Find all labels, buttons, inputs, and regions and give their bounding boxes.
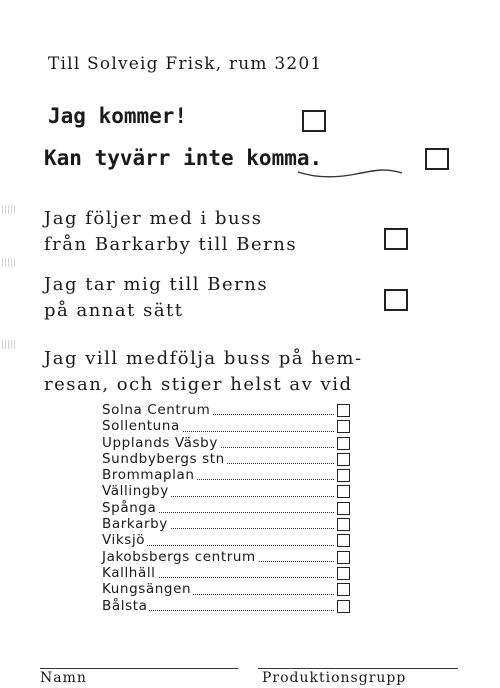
stop-item: Bålsta bbox=[102, 598, 362, 614]
stop-checkbox[interactable] bbox=[337, 502, 350, 515]
stop-checkbox[interactable] bbox=[337, 567, 350, 580]
stop-item: Jakobsbergs centrum bbox=[102, 549, 362, 565]
stop-item: Kungsängen bbox=[102, 581, 362, 597]
stop-item: Solna Centrum bbox=[102, 402, 362, 418]
not-coming-checkbox[interactable] bbox=[425, 148, 449, 170]
stop-item: Kallhäll bbox=[102, 565, 362, 581]
stop-checkbox[interactable] bbox=[337, 600, 350, 613]
bus-option bbox=[44, 206, 297, 258]
group-label: Produktionsgrupp bbox=[262, 670, 407, 686]
stop-list bbox=[102, 402, 362, 614]
stop-item: Barkarby bbox=[102, 516, 362, 532]
return-trip-heading bbox=[44, 346, 363, 398]
stop-checkbox[interactable] bbox=[337, 469, 350, 482]
return-trip-line1: Jag vill medfölja buss på hem- bbox=[44, 348, 363, 369]
stop-checkbox[interactable] bbox=[337, 534, 350, 547]
stop-checkbox[interactable] bbox=[337, 453, 350, 466]
coming-checkbox[interactable] bbox=[302, 110, 326, 132]
recipient-line: Till Solveig Frisk, rum 3201 bbox=[48, 54, 323, 74]
bus-option-line1: Jag följer med i buss bbox=[44, 208, 263, 229]
stop-item: Viksjö bbox=[102, 532, 362, 548]
group-signature-line[interactable] bbox=[258, 668, 458, 669]
stop-checkbox[interactable] bbox=[337, 583, 350, 596]
stop-item: Spånga bbox=[102, 500, 362, 516]
stop-item: Sundbybergs stn bbox=[102, 451, 362, 467]
name-signature-line[interactable] bbox=[40, 668, 238, 669]
stop-checkbox[interactable] bbox=[337, 485, 350, 498]
return-trip-line2: resan, och stiger helst av vid bbox=[44, 374, 353, 395]
stop-checkbox[interactable] bbox=[337, 404, 350, 417]
other-option-line2: på annat sätt bbox=[44, 300, 184, 321]
stop-checkbox[interactable] bbox=[337, 420, 350, 433]
binder-hole-mark bbox=[2, 340, 16, 349]
stop-checkbox[interactable] bbox=[337, 437, 350, 450]
binder-hole-mark bbox=[2, 258, 16, 267]
stop-item: Sollentuna bbox=[102, 418, 362, 434]
stop-item: Upplands Väsby bbox=[102, 435, 362, 451]
not-coming-label: Kan tyvärr inte komma. bbox=[44, 146, 323, 170]
underline-scribble bbox=[296, 164, 404, 180]
coming-label: Jag kommer! bbox=[48, 104, 188, 128]
bus-option-line2: från Barkarby till Berns bbox=[44, 234, 298, 255]
stop-item: Brommaplan bbox=[102, 467, 362, 483]
binder-hole-mark bbox=[2, 205, 16, 214]
stop-checkbox[interactable] bbox=[337, 551, 350, 564]
stop-checkbox[interactable] bbox=[337, 518, 350, 531]
other-transport-checkbox[interactable] bbox=[384, 289, 408, 311]
other-option-line1: Jag tar mig till Berns bbox=[44, 274, 269, 295]
name-label: Namn bbox=[40, 670, 87, 686]
other-transport-option bbox=[44, 272, 268, 324]
stop-item: Vällingby bbox=[102, 483, 362, 499]
bus-checkbox[interactable] bbox=[384, 228, 408, 250]
